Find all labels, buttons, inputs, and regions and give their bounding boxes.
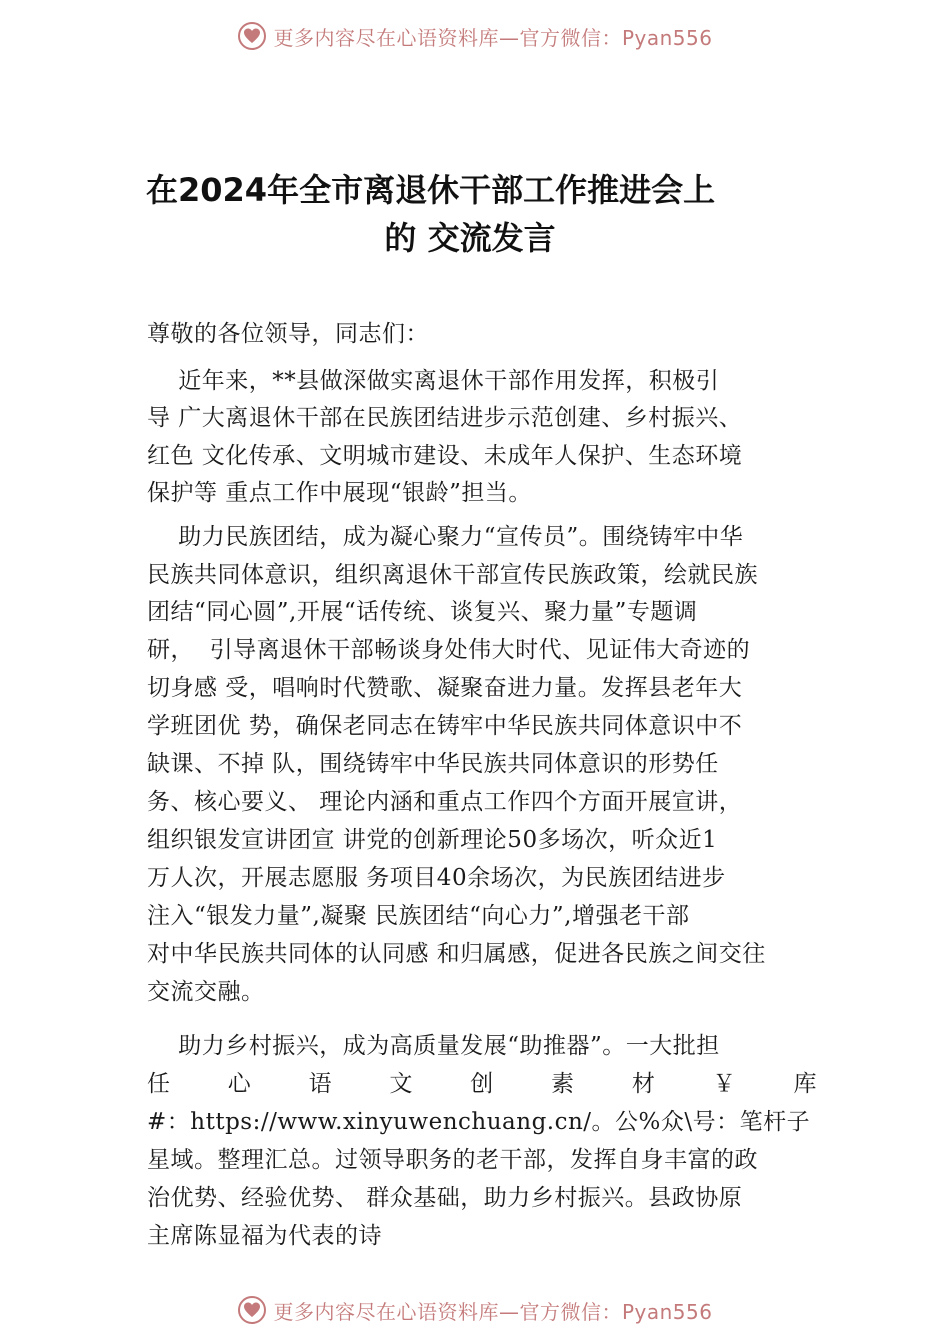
body-line: 缺课、不掉 队，围绕铸牢中华民族共同体意识的形势任 — [147, 751, 719, 777]
salutation: 尊敬的各位领导，同志们： — [147, 321, 429, 347]
body-line: 红色 文化传承、文明城市建设、未成年人保护、生态环境 — [147, 443, 743, 469]
document-title-line-1: 在2024年全市离退休干部工作推进会上 — [146, 171, 716, 209]
body-line: 民族共同体意识，组织离退休干部宣传民族政策，绘就民族 — [147, 562, 758, 588]
body-line-url: #：https://www.xinyuwenchuang.cn/。公%众\号：笔杆子 — [147, 1109, 811, 1135]
body-line: 导 广大离退休干部在民族团结进步示范创建、乡村振兴、 — [147, 405, 743, 431]
body-line-spaced: 任 心 语 文 创 素 材 ￥ 库 — [147, 1071, 817, 1097]
body-line: 星域。整理汇总。过领导职务的老干部，发挥自身丰富的政 — [147, 1147, 758, 1173]
body-line: 学班团优 势，确保老同志在铸牢中华民族共同体意识中不 — [147, 713, 743, 739]
body-line: 务、核心要义、 理论内涵和重点工作四个方面开展宣讲， — [147, 789, 743, 815]
body-line: 助力民族团结，成为凝心聚力“宣传员”。围绕铸牢中华 — [147, 524, 744, 550]
body-line: 对中华民族共同体的认同感 和归属感，促进各民族之间交往 — [147, 941, 766, 967]
watermark-footer — [0, 1290, 950, 1330]
heart-logo-icon — [237, 1295, 267, 1325]
body-line: 切身感 受，唱响时代赞歌、凝聚奋进力量。发挥县老年大 — [147, 675, 743, 701]
body-line: 万人次，开展志愿服 务项目40余场次，为民族团结进步 — [147, 865, 726, 891]
watermark-text: 更多内容尽在心语资料库—官方微信：Pyan556 — [273, 25, 713, 50]
body-line: 组织银发宣讲团宣 讲党的创新理论50多场次，听众近1 — [147, 827, 718, 853]
body-line: 治优势、经验优势、 群众基础，助力乡村振兴。县政协原 — [147, 1185, 743, 1211]
heart-logo-icon — [237, 21, 267, 51]
body-line: 注入“银发力量”,凝聚 民族团结“向心力”,增强老干部 — [147, 903, 690, 929]
body-line: 研， 引导离退休干部畅谈身处伟大时代、见证伟大奇迹的 — [147, 637, 751, 663]
body-line: 保护等 重点工作中展现“银龄”担当。 — [147, 480, 532, 506]
body-line: 近年来，**县做深做实离退休干部作用发挥，积极引 — [147, 368, 720, 394]
watermark-text: 更多内容尽在心语资料库—官方微信：Pyan556 — [273, 1299, 713, 1324]
body-line: 助力乡村振兴，成为高质量发展“助推器”。一大批担 — [147, 1033, 720, 1059]
watermark-header — [0, 16, 950, 56]
body-line: 团结“同心圆”,开展“话传统、谈复兴、聚力量”专题调 — [147, 599, 698, 625]
body-line: 交流交融。 — [147, 979, 265, 1005]
body-line: 主席陈显福为代表的诗 — [147, 1223, 382, 1249]
document-title-line-2: 的 交流发言 — [384, 219, 556, 257]
